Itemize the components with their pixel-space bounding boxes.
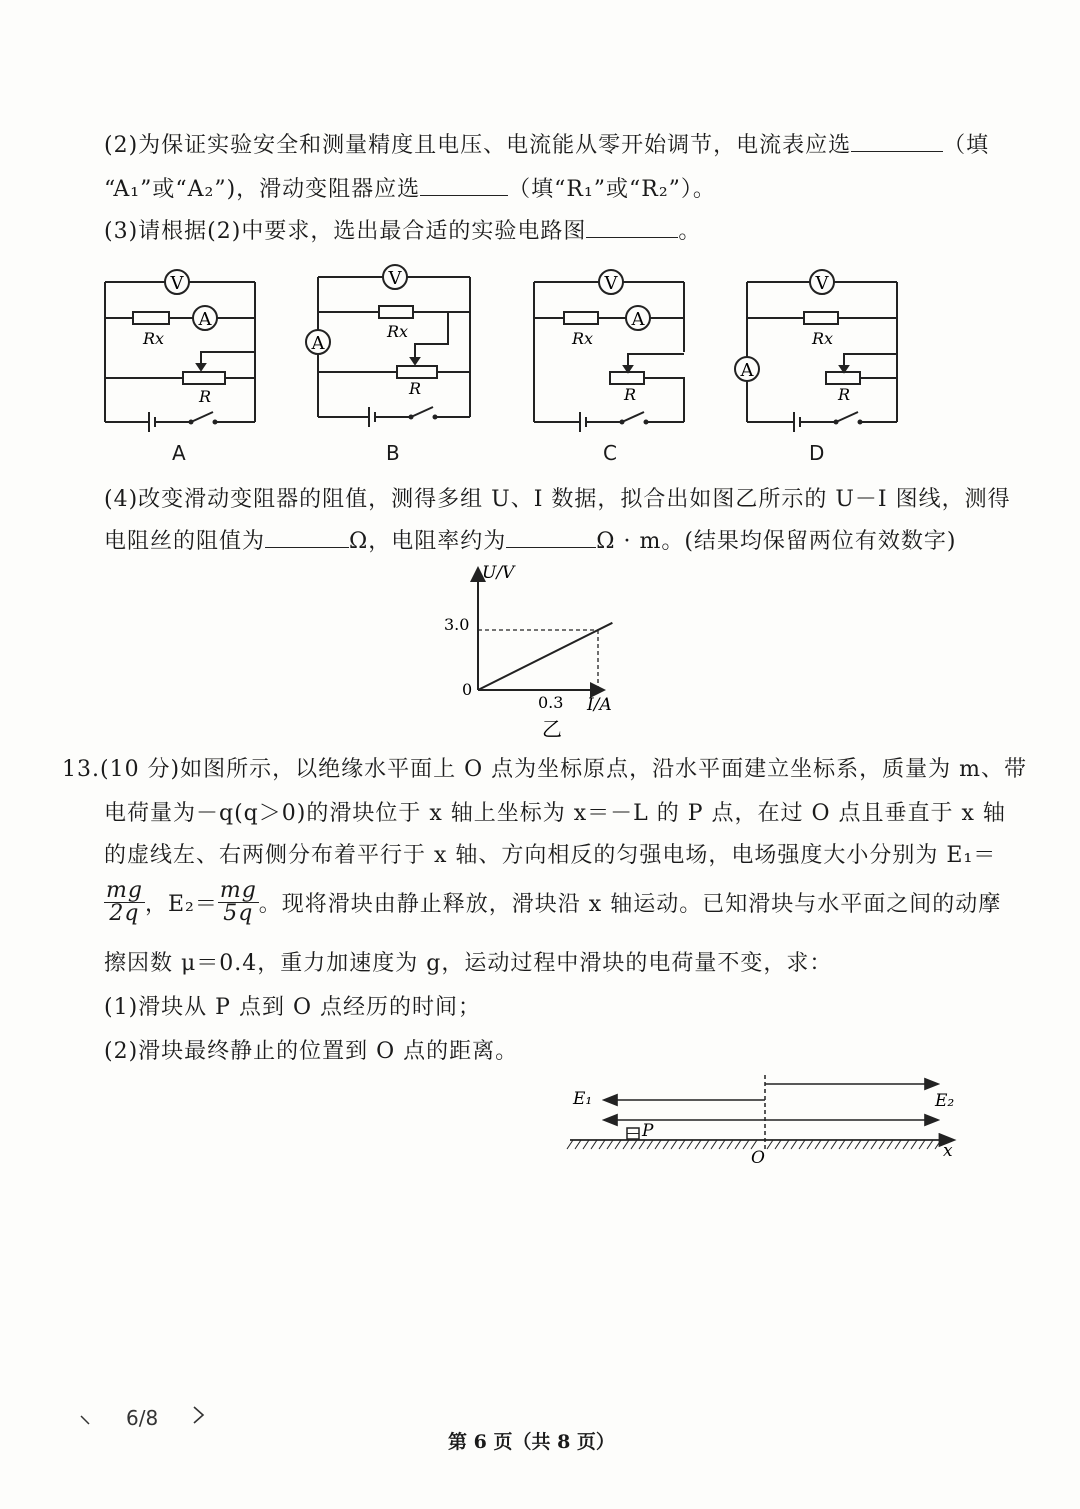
voltmeter-symbol: V (388, 268, 402, 289)
rx-label: Rx (387, 322, 409, 341)
e1-label: E₁ (573, 1089, 593, 1109)
fraction-e2-denominator: 5q (223, 901, 254, 926)
x-tick-label: 0.3 (538, 693, 564, 712)
q12-part2-fill-hint: （填 (943, 133, 990, 158)
q13-line1: 13.(10 分)如图所示，以绝缘水平面上 O 点为坐标原点，沿水平面建立坐标系，质量为 m、带 (62, 757, 1028, 782)
rx-label: Rx (143, 329, 165, 348)
fraction-e1 (104, 880, 145, 925)
q12-part3-end: 。 (678, 219, 702, 244)
rx-label: Rx (572, 329, 594, 348)
chevron-right-icon[interactable] (190, 1405, 206, 1430)
answer-blank-ammeter[interactable] (851, 133, 943, 152)
voltmeter-symbol: V (604, 273, 618, 294)
ui-graph (430, 560, 630, 745)
circuit-diagram-b[interactable] (303, 262, 483, 437)
circuit-diagram-a[interactable] (95, 262, 270, 437)
ammeter-symbol: A (311, 333, 325, 354)
fraction-e1-numerator: mg (106, 878, 143, 903)
p-label: P (642, 1121, 654, 1141)
q12-part3-text: (3)请根据(2)中要求，选出最合适的实验电路图 (104, 219, 587, 244)
page-number-label: 第 6 页（共 8 页） (448, 1431, 615, 1453)
q13-line3: 的虚线左、右两侧分布着平行于 x 轴、方向相反的匀强电场，电场强度大小分别为 E₁＝ (104, 843, 997, 868)
origin-label: 0 (462, 680, 473, 699)
voltmeter-symbol: V (815, 273, 829, 294)
q12-part2-text: (2)为保证实验安全和测量精度且电压、电流能从零开始调节，电流表应选 (104, 133, 852, 158)
q13-line2: 电荷量为－q(q＞0)的滑块位于 x 轴上坐标为 x＝－L 的 P 点，在过 O 点且垂直于 x 轴 (104, 801, 1006, 826)
fraction-e1-denominator: 2q (109, 901, 140, 926)
circuit-label-b: B (386, 441, 400, 465)
q12-part4-line2 (104, 524, 957, 555)
ammeter-symbol: A (740, 360, 754, 381)
o-label: O (751, 1148, 765, 1168)
q12-part4-line1: (4)改变滑动变阻器的阻值，测得多组 U、I 数据，拟合出如图乙所示的 U－I 图线，测得 (104, 487, 1011, 512)
rheostat-label: R (624, 385, 637, 404)
answer-blank-circuit[interactable] (586, 219, 678, 238)
fraction-e2 (218, 880, 259, 925)
y-axis-label: U/V (482, 563, 515, 583)
q13-line4-rest: 。现将滑块由静止释放，滑块沿 x 轴运动。已知滑块与水平面之间的动摩 (258, 892, 1002, 917)
q12-part4-resistance-text: 电阻丝的阻值为 (104, 529, 266, 554)
e2-text: ，E₂＝ (144, 892, 218, 917)
q12-part3 (104, 214, 701, 245)
field-diagram (565, 1070, 965, 1170)
q12-part2-options-a: “A₁”或“A₂”)，滑动变阻器应选 (104, 177, 421, 202)
q13-line5: 擦因数 μ＝0.4，重力加速度为 g，运动过程中滑块的电荷量不变，求： (104, 951, 833, 976)
q13-sub2: (2)滑块最终静止的位置到 O 点的距离。 (104, 1039, 519, 1064)
circuit-label-a: A (172, 441, 186, 465)
fraction-e2-numerator: mg (219, 878, 257, 903)
rheostat-label: R (199, 387, 212, 406)
q12-part4-note: Ω · m。(结果均保留两位有效数字) (596, 529, 957, 554)
rx-label: Rx (812, 329, 834, 348)
page-indicator: 6/8 (126, 1406, 159, 1430)
u-i-line (478, 623, 612, 690)
circuit-diagram-d[interactable] (732, 262, 912, 437)
chevron-left-icon[interactable] (78, 1408, 92, 1432)
circuit-label-c: C (603, 441, 617, 465)
x-axis-label: I/A (587, 695, 612, 715)
answer-blank-resistivity[interactable] (506, 529, 596, 548)
rheostat-label: R (409, 379, 422, 398)
voltmeter-symbol: V (170, 273, 184, 294)
q12-part2-line2 (104, 172, 716, 203)
q13-sub1: (1)滑块从 P 点到 O 点经历的时间； (104, 995, 481, 1020)
q12-part4-resistivity-text: Ω，电阻率约为 (349, 529, 507, 554)
e2-label: E₂ (935, 1091, 955, 1111)
answer-blank-resistance[interactable] (265, 529, 349, 548)
q12-part2-options-b: （填“R₁”或“R₂”）。 (508, 177, 716, 202)
answer-blank-rheostat[interactable] (420, 177, 508, 196)
y-tick-label: 3.0 (444, 615, 470, 634)
ammeter-symbol: A (198, 309, 212, 330)
q13-line4 (104, 880, 1001, 932)
q12-part2-line1 (104, 128, 989, 159)
rheostat-label: R (838, 385, 851, 404)
graph-caption: 乙 (542, 717, 562, 741)
circuit-diagram-c[interactable] (524, 262, 699, 437)
x-label: x (943, 1141, 953, 1161)
circuit-label-d: D (809, 441, 825, 465)
ammeter-symbol: A (631, 309, 645, 330)
